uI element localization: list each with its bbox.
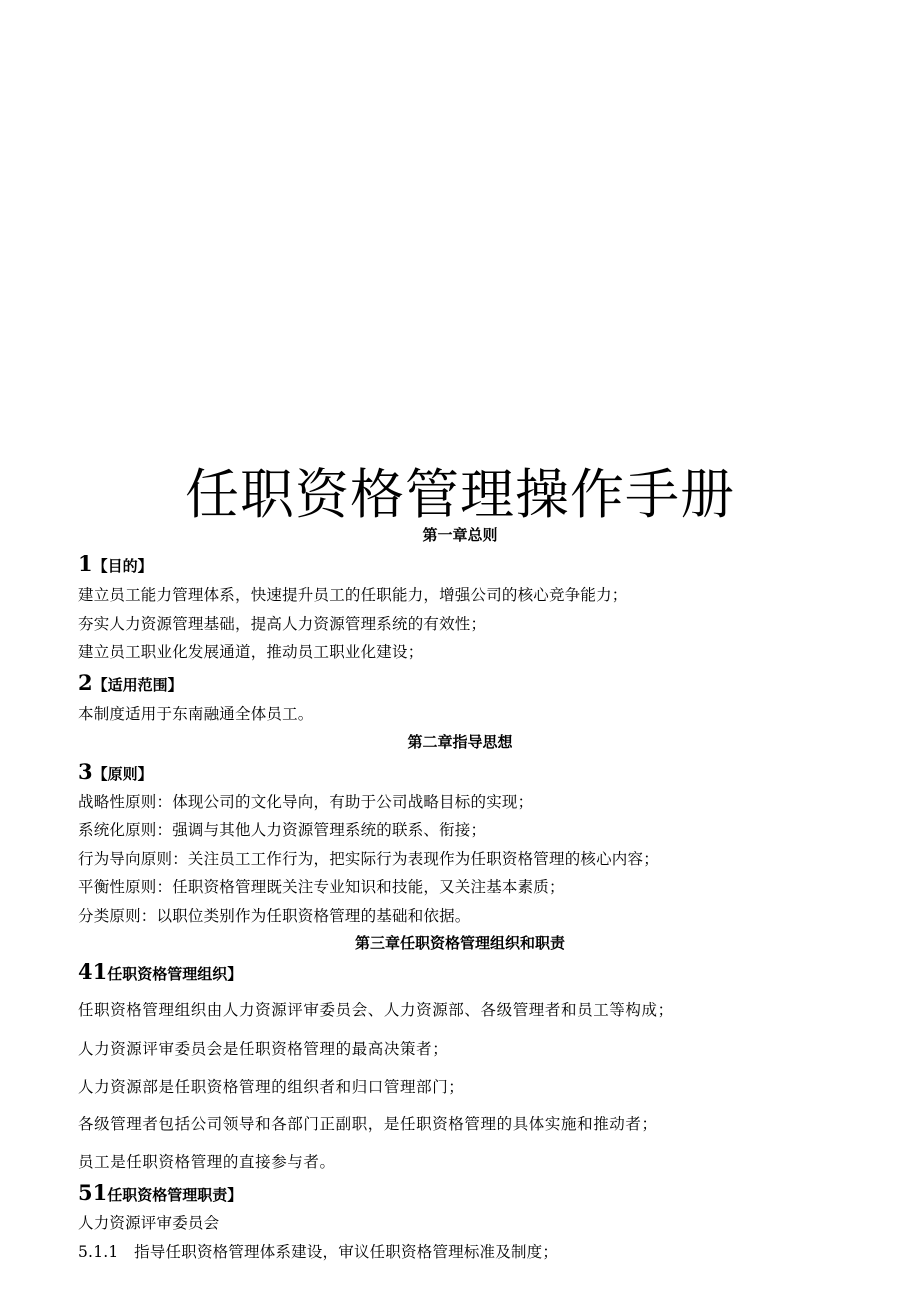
paragraph: 建立员工职业化发展通道，推动员工职业化建设； [78, 643, 424, 661]
paragraph: 人力资源评审委员会 [78, 1214, 220, 1232]
paragraph: 分类原则：以职位类别作为任职资格管理的基础和依据。 [78, 907, 471, 925]
paragraph: 5.1.1 指导任职资格管理体系建设，审议任职资格管理标准及制度； [78, 1243, 559, 1261]
section-label: 【适用范围】 [92, 676, 183, 694]
paragraph: 系统化原则：强调与其他人力资源管理系统的联系、衔接； [78, 821, 487, 839]
paragraph: 人力资源评审委员会是任职资格管理的最高决策者； [78, 1040, 449, 1058]
section-label: 任职资格管理组织】 [107, 965, 243, 983]
paragraph: 各级管理者包括公司领导和各部门正副职，是任职资格管理的具体实施和推动者； [78, 1115, 658, 1133]
section-heading-scope [78, 670, 183, 695]
section-label: 【原则】 [92, 765, 153, 783]
paragraph: 人力资源部是任职资格管理的组织者和归口管理部门； [78, 1078, 465, 1096]
section-label: 【目的】 [92, 557, 153, 575]
paragraph: 夯实人力资源管理基础，提高人力资源管理系统的有效性； [78, 615, 487, 633]
section-number: 2 [78, 670, 93, 695]
section-label: 任职资格管理职责】 [107, 1186, 243, 1204]
paragraph: 建立员工能力管理体系，快速提升员工的任职能力，增强公司的核心竞争能力； [78, 586, 628, 604]
section-heading-organization [78, 959, 242, 984]
section-heading-purpose [78, 551, 153, 576]
section-number: 3 [78, 759, 93, 784]
chapter-heading-1: 第一章总则 [422, 526, 498, 544]
paragraph: 员工是任职资格管理的直接参与者。 [78, 1153, 336, 1171]
paragraph: 行为导向原则：关注员工工作行为，把实际行为表现作为任职资格管理的核心内容； [78, 850, 659, 868]
paragraph: 任职资格管理组织由人力资源评审委员会、人力资源部、各级管理者和员工等构成； [78, 1001, 674, 1019]
section-number: 41 [78, 959, 108, 984]
paragraph: 本制度适用于东南融通全体员工。 [78, 705, 314, 723]
chapter-heading-2: 第二章指导思想 [407, 733, 513, 751]
paragraph: 战略性原则：体现公司的文化导向，有助于公司战略目标的实现； [78, 793, 534, 811]
section-number: 1 [78, 551, 93, 576]
paragraph: 平衡性原则：任职资格管理既关注专业知识和技能，又关注基本素质； [78, 878, 565, 896]
section-number: 51 [78, 1180, 108, 1205]
section-heading-responsibilities [78, 1180, 242, 1205]
document-title: 任职资格管理操作手册 [185, 463, 735, 526]
section-heading-principles [78, 759, 153, 784]
chapter-heading-3: 第三章任职资格管理组织和职责 [354, 934, 565, 952]
